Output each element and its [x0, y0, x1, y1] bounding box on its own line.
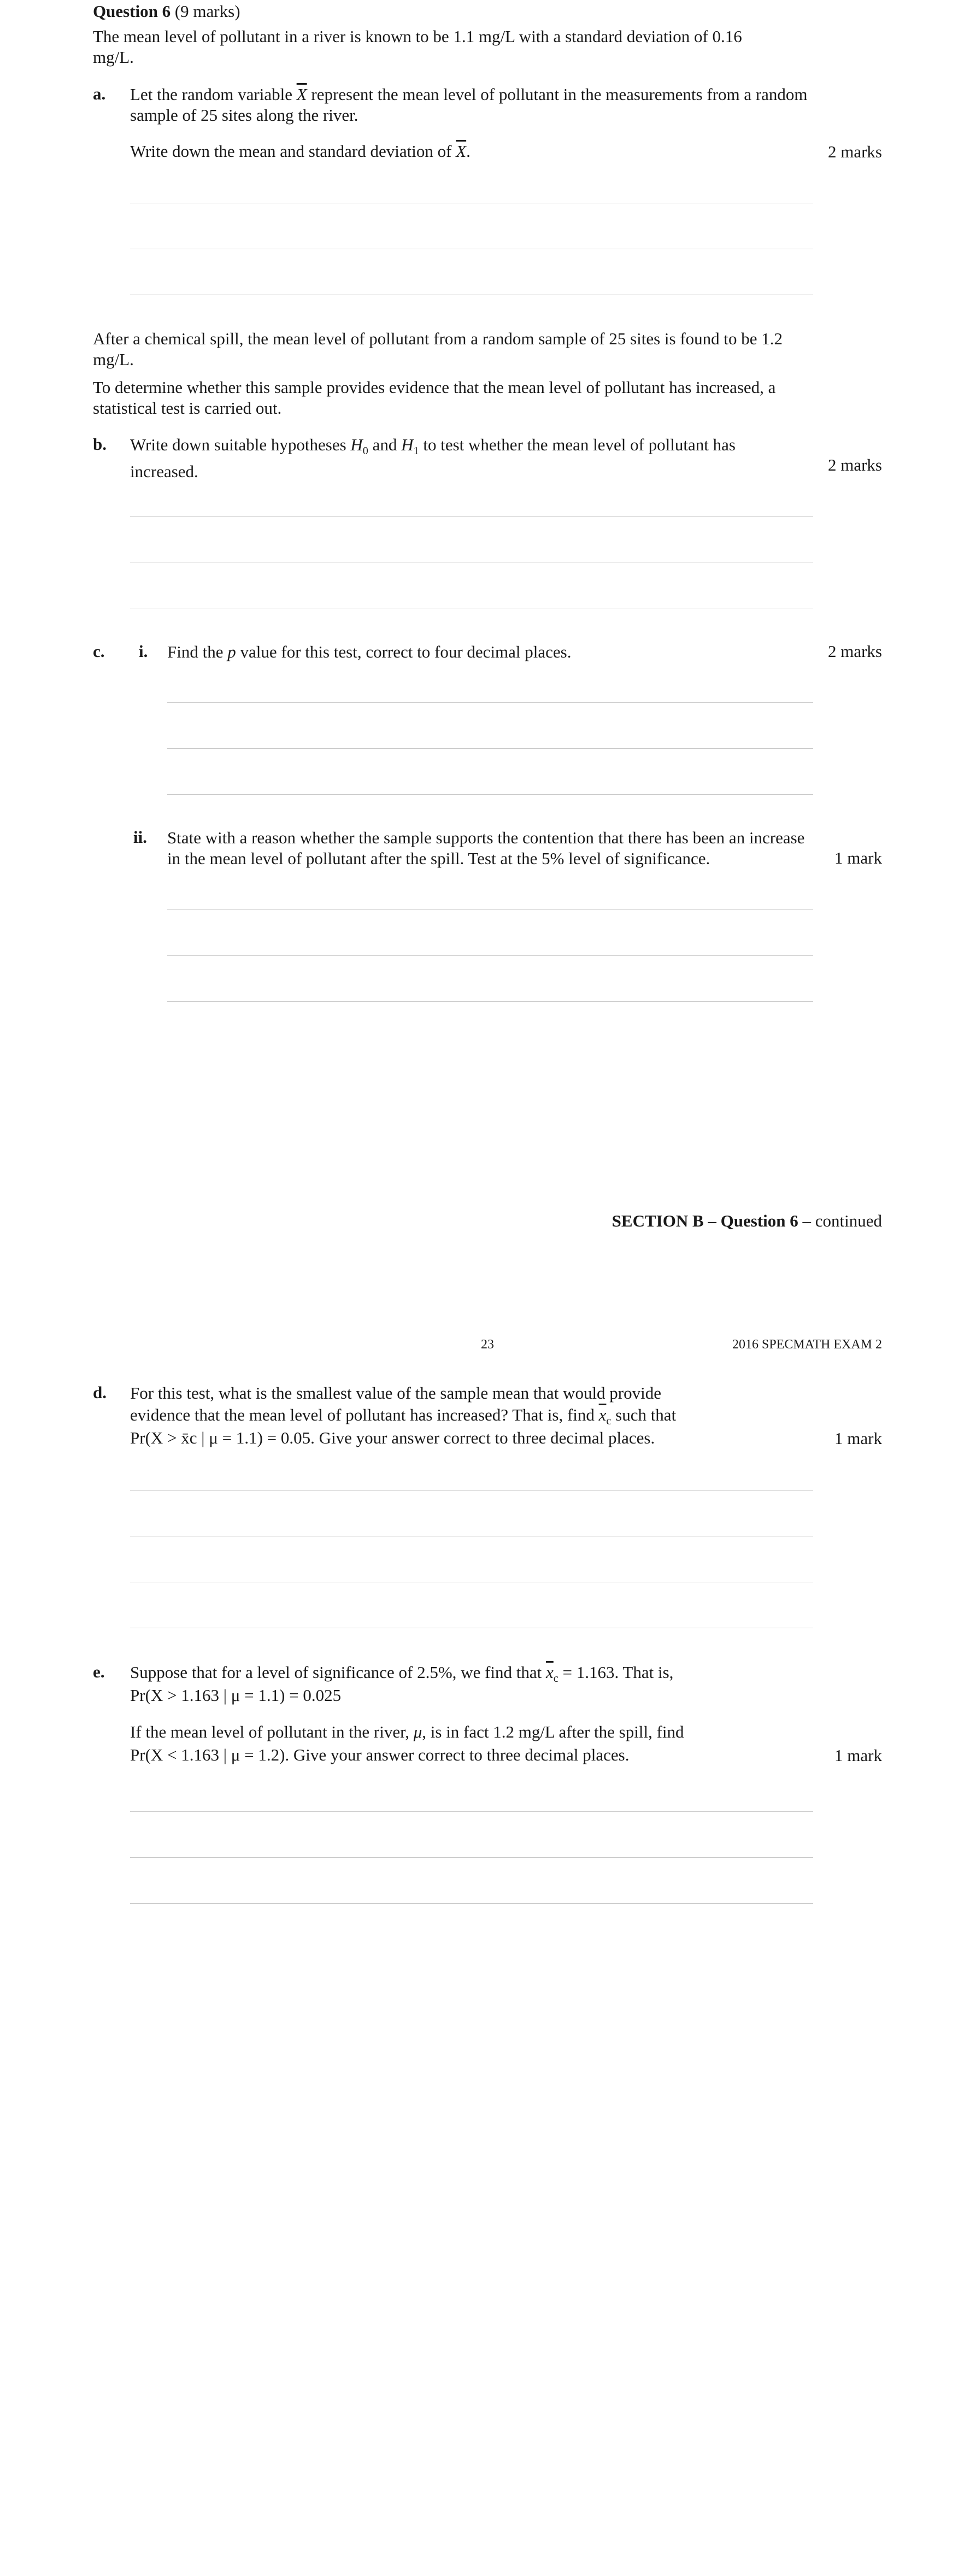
mu-symbol: μ: [413, 1722, 422, 1741]
part-a-text-pre: Let the random variable: [130, 85, 297, 104]
context-paragraph-2: To determine whether this sample provides evidence that the mean level of pollutant has increased, a statistical test is carried out.: [93, 378, 776, 418]
part-c-i-text-post: value for this test, correct to four decimal places.: [236, 642, 572, 661]
answer-line[interactable]: [167, 955, 813, 956]
part-a-marks: 2 marks: [827, 142, 882, 161]
part-a-label: a.: [93, 84, 106, 103]
question-marks: (9 marks): [174, 2, 240, 21]
part-a-instruction: [130, 141, 471, 162]
part-b-text-post: to test whether the mean level of pollutant has increased.: [130, 435, 736, 482]
question-header: [93, 1, 240, 22]
part-c-ii-text: State with a reason whether the sample supports the contention that there has been an increase in the mean level of pollutant after the spill. Test at the 5% level of significance.: [167, 828, 805, 868]
part-e-line4-post: . Give your answer correct to three decimal places.: [285, 1745, 630, 1764]
answer-line[interactable]: [167, 794, 813, 795]
part-e-label: e.: [93, 1662, 105, 1681]
part-b-marks: 2 marks: [827, 455, 882, 474]
h0-symbol: H: [350, 435, 363, 454]
question-title: Question 6: [93, 2, 171, 21]
part-e-formula1: Pr(X > 1.163 | μ = 1.1) = 0.025: [130, 1686, 342, 1705]
part-c-i-text: [167, 642, 571, 662]
part-b-text: Write down suitable hypotheses $H_0$ and $H_1$ to test whether the mean level of pollutant has increased.: [130, 435, 736, 482]
part-e-line3-pre: If the mean level of pollutant in the river,: [130, 1722, 414, 1741]
h1-symbol: H: [401, 435, 414, 454]
x-bar-c-symbol: $\overline{x}$: [598, 1405, 607, 1424]
part-e-line3: [130, 1722, 684, 1742]
answer-line[interactable]: [130, 1811, 813, 1812]
exam-code: 2016 SPECMATH EXAM 2: [732, 1337, 882, 1352]
part-c-label: c.: [93, 642, 105, 661]
part-e-line4: [130, 1745, 629, 1765]
part-d-formula: Pr(X > x̄c | μ = 1.1) = 0.05: [130, 1428, 311, 1447]
answer-line[interactable]: [130, 1490, 813, 1491]
part-b-label: b.: [93, 435, 107, 454]
answer-line[interactable]: [167, 702, 813, 703]
question-intro: The mean level of pollutant in a river is known to be 1.1 mg/L with a standard deviation of 0.16 mg/L.: [93, 27, 742, 67]
context-paragraph-1: After a chemical spill, the mean level of pollutant from a random sample of 25 sites is found to be 1.2 mg/L.: [93, 329, 783, 369]
section-label: SECTION B – Question 6: [612, 1211, 798, 1230]
part-d-line2: evidence that the mean level of pollutant has increased? That is, find $\overline{x}_c$ such that: [130, 1405, 677, 1428]
part-e-formula2: Pr(X < 1.163 | μ = 1.2): [130, 1745, 285, 1764]
continued-label: – continued: [798, 1211, 882, 1230]
part-d-line1: For this test, what is the smallest value of the sample mean that would provide: [130, 1383, 662, 1403]
part-c-ii-marks: 1 mark: [834, 848, 882, 867]
answer-line[interactable]: [130, 1903, 813, 1904]
answer-line[interactable]: [130, 516, 813, 517]
page-number: 23: [481, 1337, 494, 1352]
x-bar-c-symbol: $\overline{x}$: [546, 1663, 554, 1682]
part-a-text: [130, 84, 813, 126]
answer-line[interactable]: [167, 748, 813, 749]
part-e-line3-post: , is in fact 1.2 mg/L after the spill, find: [422, 1722, 684, 1741]
answer-line[interactable]: [130, 1857, 813, 1858]
answer-line[interactable]: [167, 1001, 813, 1002]
part-a-text-post: represent the mean level of pollutant in the measurements from a random sample of 25 sites along the river.: [130, 85, 808, 125]
part-d-line3: [130, 1428, 655, 1448]
part-b-and: and: [368, 435, 402, 454]
part-c-ii-label: ii.: [133, 828, 147, 847]
p-symbol: p: [227, 642, 236, 661]
part-c-i-text-pre: Find the: [167, 642, 228, 661]
x-bar-symbol: $\overline{X}$: [296, 85, 307, 104]
part-a-instruction-post: .: [466, 142, 471, 161]
part-d-line3-post: . Give your answer correct to three decimal places.: [310, 1428, 655, 1447]
answer-line[interactable]: [167, 909, 813, 910]
part-e-line1-eq: = 1.163: [558, 1663, 615, 1682]
part-e-line1-post: . That is,: [614, 1663, 674, 1682]
part-e-line1: Suppose that for a level of significance of 2.5%, we find that $\overline{x}_c = 1.163$. That is,: [130, 1663, 674, 1685]
part-d-label: d.: [93, 1383, 107, 1402]
part-e-marks: 1 mark: [834, 1746, 882, 1765]
part-d-line2-post: such that: [611, 1405, 677, 1424]
part-a-instruction-pre: Write down the mean and standard deviation of: [130, 142, 456, 161]
part-d-line2-pre: evidence that the mean level of pollutant has increased? That is, find: [130, 1405, 599, 1424]
x-bar-symbol: $\overline{X}$: [456, 142, 467, 161]
part-d-marks: 1 mark: [834, 1429, 882, 1448]
section-continued: [612, 1211, 882, 1231]
part-c-i-label: i.: [139, 642, 148, 661]
part-b-text-pre: Write down suitable hypotheses: [130, 435, 351, 454]
part-e-line1-pre: Suppose that for a level of significance of 2.5%, we find that: [130, 1663, 546, 1682]
part-c-i-marks: 2 marks: [827, 642, 882, 661]
